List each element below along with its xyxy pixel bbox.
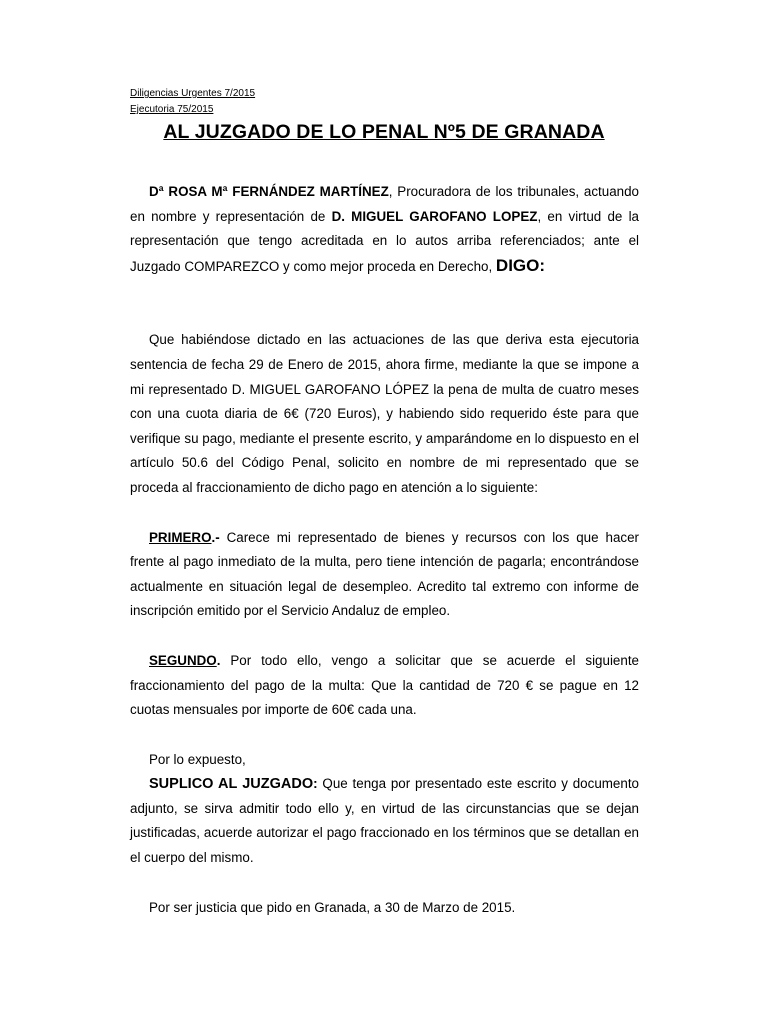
suplico-text: Que tenga por presentado este escrito y documento adjunto, se sirva admitir todo ello y, en virtud de las circunstancias que se dejan justificadas, acuerde autorizar el pago fraccionado en los términos que se detallan en el cuerpo del mismo. (130, 776, 639, 866)
intro-paragraph (130, 180, 639, 279)
primero-label: PRIMERO (149, 529, 212, 545)
spacer (130, 501, 639, 526)
primero-separator: .- (211, 529, 227, 545)
attorney-name: Dª ROSA Mª FERNÁNDEZ MARTÍNEZ (149, 184, 389, 199)
segundo-separator: . (216, 652, 231, 668)
case-references (130, 86, 255, 118)
document-title: AL JUZGADO DE LO PENAL Nº5 DE GRANADA (163, 121, 605, 143)
segundo-paragraph (130, 649, 639, 723)
suplico-label: SUPLICO AL JUZGADO (149, 776, 314, 793)
spacer (130, 624, 639, 649)
reference-ejecutoria: Ejecutoria 75/2015 (130, 104, 214, 115)
document-body (130, 180, 639, 920)
suplico-paragraph (130, 772, 639, 870)
facts-paragraph: Que habiéndose dictado en las actuaciones de las que deriva esta ejecutoria sentencia de fecha 29 de Enero de 2015, ahora firme, mediante la que se impone a mi representado D. MIGUEL GAROFANO LÓPEZ la pena de multa de cuatro meses con una cuota diaria de 6€ (720 Euros), y habiendo sido requerido éste para que verifique su pago, mediante el presente escrito, y amparándome en lo dispuesto en el artículo 50.6 del Código Penal, solicito en nombre de mi representado que se proceda al fraccionamiento de dicho pago en atención a lo siguiente: (130, 332, 639, 495)
intro-text-1: , Procuradora de los tribunales, actuando en nombre y representación de (130, 184, 639, 224)
spacer (130, 723, 639, 748)
suplico-separator: : (313, 776, 323, 792)
client-name: D. MIGUEL GAROFANO LOPEZ (331, 208, 538, 224)
reference-diligencias: Diligencias Urgentes 7/2015 (130, 88, 256, 99)
spacer (130, 304, 639, 328)
spacer (130, 279, 639, 304)
spacer (130, 871, 639, 896)
closing-line: Por ser justicia que pido en Granada, a 30 de Marzo de 2015. (149, 899, 516, 915)
expuesto-line: Por lo expuesto, (149, 751, 246, 767)
primero-paragraph (130, 526, 639, 624)
segundo-text: Por todo ello, vengo a solicitar que se acuerde el siguiente fraccionamiento del pago de la multa: Que la cantidad de 720 € se pague en 12 cuotas mensuales por importe de 60€ cada una. (130, 652, 639, 718)
digo-heading: DIGO: (495, 255, 546, 275)
segundo-label: SEGUNDO (149, 652, 217, 668)
primero-text: Carece mi representado de bienes y recursos con los que hacer frente al pago inmediato de la multa, pero tiene intención de pagarla; encontrándose actualmente en situación legal de desempleo. Acredito tal extremo con informe de inscripción emitido por el Servicio Andaluz de empleo. (130, 529, 639, 619)
intro-text-2: , en virtud de la representación que tengo acreditada en lo autos arriba referenciados; ante el Juzgado COMPAREZCO y como mejor proceda en Derecho, (130, 208, 639, 274)
